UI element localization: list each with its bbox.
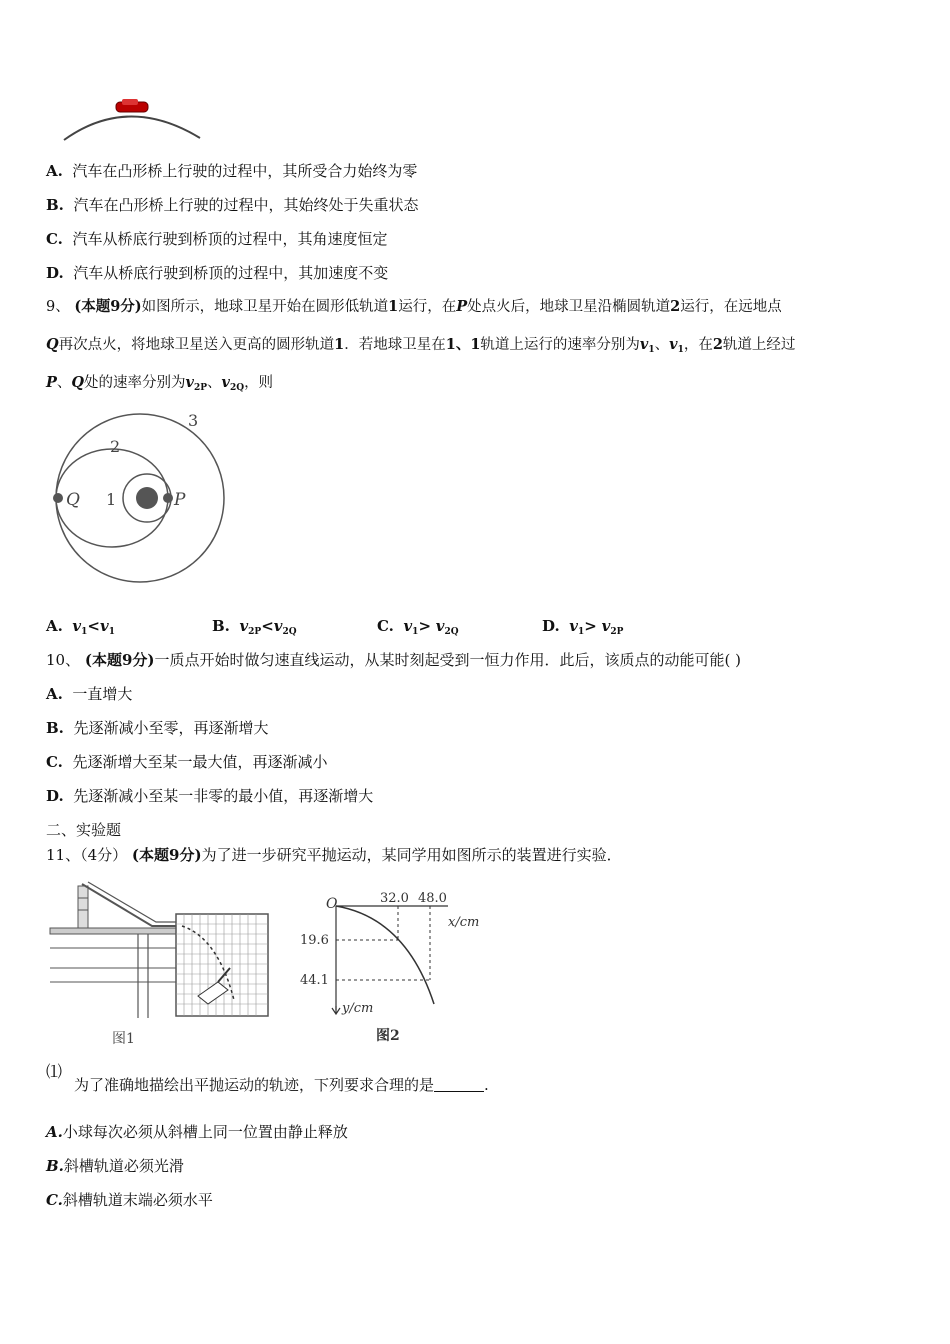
label-p: P [174,490,186,510]
q11-sub1-mark: ⑴ [46,1062,63,1081]
q9-option-c: C. $v_1> v_{2Q}$ [377,617,459,637]
x-tick-32: 32.0 [380,891,409,906]
q11-stem: 11、（4分） (本题9分)为了进一步研究平抛运动，某同学用如图所示的装置进行实验． [46,846,622,864]
point-q [53,493,63,503]
label-3: 3 [188,411,199,430]
q8-option-d: D. 汽车从桥底行驶到桥顶的过程中，其加速度不变 [46,264,389,282]
q11-option-c: C.斜槽轨道末端必须水平 [46,1191,213,1209]
q8-option-b: B. 汽车在凸形桥上行驶的过程中，其始终处于失重状态 [46,196,419,214]
q8-option-a: A. 汽车在凸形桥上行驶的过程中，其所受合力始终为零 [46,162,418,180]
q10-option-c: C. 先逐渐增大至某一最大值，再逐渐减小 [46,753,328,771]
section-heading: 二、实验题 [46,821,122,839]
label-q: Q [66,490,80,510]
q10-stem: 10、 (本题9分)一质点开始时做匀速直线运动，从某时刻起受到一恒力作用．此后，该质点的动能可能( ) [46,651,741,669]
earth [136,487,158,509]
q9-stem-line1: 9、 (本题9分)如图所示，地球卫星开始在圆形低轨道1运行，在P处点火后，地球卫星沿椭圆轨道2运行，在远地点 [46,298,782,315]
fig2-caption: 图2 [376,1028,400,1044]
bridge-arc [64,116,200,140]
point-p [163,493,173,503]
fig1-caption: 图1 [112,1031,135,1047]
q9-stem-line3: P、Q处的速率分别为$v_{2P}$、$v_{2Q}$，则 [46,374,274,393]
apparatus-figure [48,878,273,1048]
q11-option-a: A.小球每次必须从斜槽上同一位置由静止释放 [46,1123,348,1141]
origin-label: O [326,896,338,912]
x-axis-label: x/cm [448,915,480,930]
q11-option-b: B.斜槽轨道必须光滑 [46,1157,184,1175]
q10-option-b: B. 先逐渐减小至零，再逐渐增大 [46,719,269,737]
q9-option-d: D. $v_1> v_{2P}$ [542,617,624,637]
bridge-figure [58,96,218,146]
x-tick-48: 48.0 [418,891,447,906]
q11-sub1: 为了准确地描绘出平抛运动的轨迹，下列要求合理的是 . [74,1076,489,1094]
q9-option-b: B. $v_{2P}<v_{2Q}$ [212,617,297,637]
q9-stem-line2: Q再次点火，将地球卫星送入更高的圆形轨道1．若地球卫星在1、1轨道上运行的速率分别为$v_1$、$v_1$，在2轨道上经过 [46,336,796,355]
q10-option-a: A. 一直增大 [46,685,133,703]
q10-option-d: D. 先逐渐减小至某一非零的最小值，再逐渐增大 [46,787,374,805]
y-tick-44.1: 44.1 [300,973,329,988]
q8-option-c: C. 汽车从桥底行驶到桥顶的过程中，其角速度恒定 [46,230,388,248]
y-tick-19.6: 19.6 [300,933,329,948]
q9-option-a: A. $v_1<v_1$ [46,617,115,637]
label-2: 2 [110,437,121,456]
label-1: 1 [106,490,117,509]
y-axis-label: y/cm [342,1001,374,1016]
orbit-figure [52,408,232,593]
trajectory-figure [296,888,496,1048]
answer-blank[interactable] [434,1077,484,1092]
